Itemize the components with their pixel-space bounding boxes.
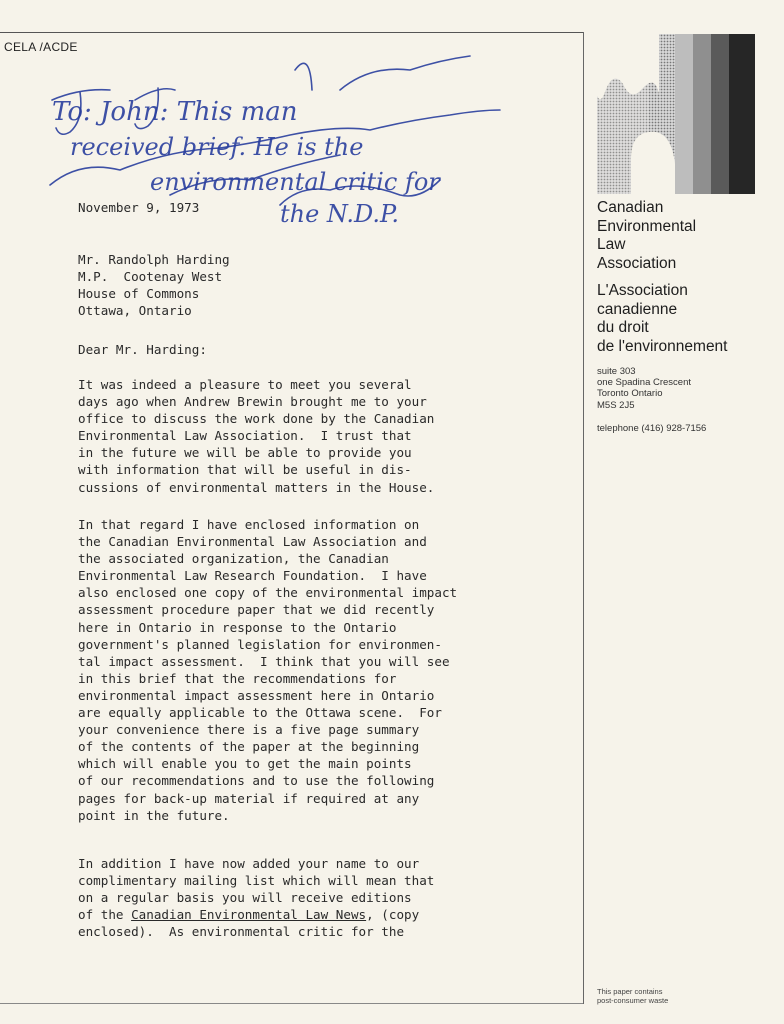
footer-line: This paper contains — [597, 987, 663, 996]
handwriting-line-2: received brief. He is the — [70, 133, 364, 161]
org-name-fr-line: de l'environnement — [597, 337, 728, 355]
address-line: Toronto Ontario — [597, 388, 663, 400]
text-line: your convenience there is a five page summary — [78, 722, 420, 738]
text-line: in the future we will be able to provide you — [78, 445, 412, 461]
text-line: on a regular basis you will receive editions — [78, 890, 412, 906]
text-line: tal impact assessment. I think that you will see — [78, 653, 450, 669]
address-line: one Spadina Crescent — [597, 377, 692, 389]
text-line — [78, 906, 434, 923]
footer-line: post-consumer waste — [597, 996, 669, 1005]
text-line: which will enable you to get the main points — [78, 756, 412, 772]
recipient-line: Mr. Randolph Harding — [78, 252, 230, 267]
address-line: M5S 2J5 — [597, 399, 635, 411]
org-name-en-line: Association — [597, 254, 677, 272]
text-line: with information that will be useful in dis- — [78, 462, 412, 478]
recycled-paper-note — [597, 987, 668, 1005]
text-line: the associated organization, the Canadian — [78, 551, 389, 567]
text-line: Environmental Law Research Foundation. I have — [78, 568, 427, 584]
text-line: are equally applicable to the Ottawa scene. For — [78, 705, 442, 721]
recipient-line: M.P. Cootenay West — [78, 269, 223, 285]
org-name-en-line: Law — [597, 236, 626, 253]
text-line: Environmental Law Association. I trust that — [78, 428, 412, 444]
text-line: assessment procedure paper that we did recently — [78, 602, 435, 618]
salutation: Dear Mr. Harding: — [78, 342, 207, 357]
text-line: environmental impact assessment here in Ontario — [78, 687, 435, 703]
org-name-en-line: Environmental — [597, 217, 697, 235]
text-line: of the contents of the paper at the beginning — [78, 739, 420, 755]
handwriting-line-4: the N.D.P. — [280, 200, 399, 228]
frame-right-rule — [583, 32, 584, 1004]
recipient-line: House of Commons — [78, 286, 200, 302]
cela-logo — [597, 34, 755, 194]
text-line: In that regard I have enclosed information on — [78, 517, 420, 532]
recipient-line: Ottawa, Ontario — [78, 303, 192, 319]
text-line: here in Ontario in response to the Ontario — [78, 619, 397, 635]
paragraph-2 — [78, 516, 457, 824]
org-name-fr-line: canadienne — [597, 300, 678, 318]
newsletter-title: Canadian Environmental Law News — [131, 907, 367, 923]
org-name-en-line: Canadian — [597, 199, 664, 216]
handwriting-line-1: To: John: This man — [52, 97, 298, 127]
text-line: point in the future. — [78, 807, 230, 823]
handwriting-line-3: environmental critic for — [150, 168, 440, 196]
text-line: cussions of environmental matters in the House. — [78, 479, 435, 495]
address-line: suite 303 — [597, 366, 636, 377]
frame-bottom-rule — [0, 1003, 583, 1004]
letter-date: November 9, 1973 — [78, 200, 200, 215]
text-line: pages for back-up material if required at any — [78, 790, 420, 806]
text-line: days ago when Andrew Brewin brought me to your — [78, 394, 427, 410]
paragraph-3 — [78, 855, 434, 940]
text-fragment: of the — [78, 907, 132, 923]
organization-contact — [597, 366, 706, 434]
text-line: enclosed). As environmental critic for the — [78, 924, 405, 940]
telephone: telephone (416) 928-7156 — [597, 422, 707, 434]
text-line: in this brief that the recommendations for — [78, 670, 397, 686]
text-line: also enclosed one copy of the environmental impact — [78, 585, 458, 601]
text-fragment: , (copy — [366, 907, 420, 923]
text-line: It was indeed a pleasure to meet you several — [78, 377, 412, 392]
text-line: the Canadian Environmental Law Association and — [78, 534, 427, 550]
paragraph-1 — [78, 376, 434, 496]
org-name-fr-line: L'Association — [597, 282, 688, 299]
text-line: of our recommendations and to use the following — [78, 773, 435, 789]
cela-acde-tag: CELA /ACDE — [4, 40, 78, 54]
recipient-address — [78, 251, 230, 319]
text-line: government's planned legislation for environmen- — [78, 636, 442, 652]
text-line: office to discuss the work done by the Canadian — [78, 411, 435, 427]
text-line: In addition I have now added your name to our — [78, 856, 420, 871]
organization-name — [597, 199, 728, 356]
org-name-fr-line: du droit — [597, 319, 649, 336]
text-line: complimentary mailing list which will mean that — [78, 873, 435, 889]
